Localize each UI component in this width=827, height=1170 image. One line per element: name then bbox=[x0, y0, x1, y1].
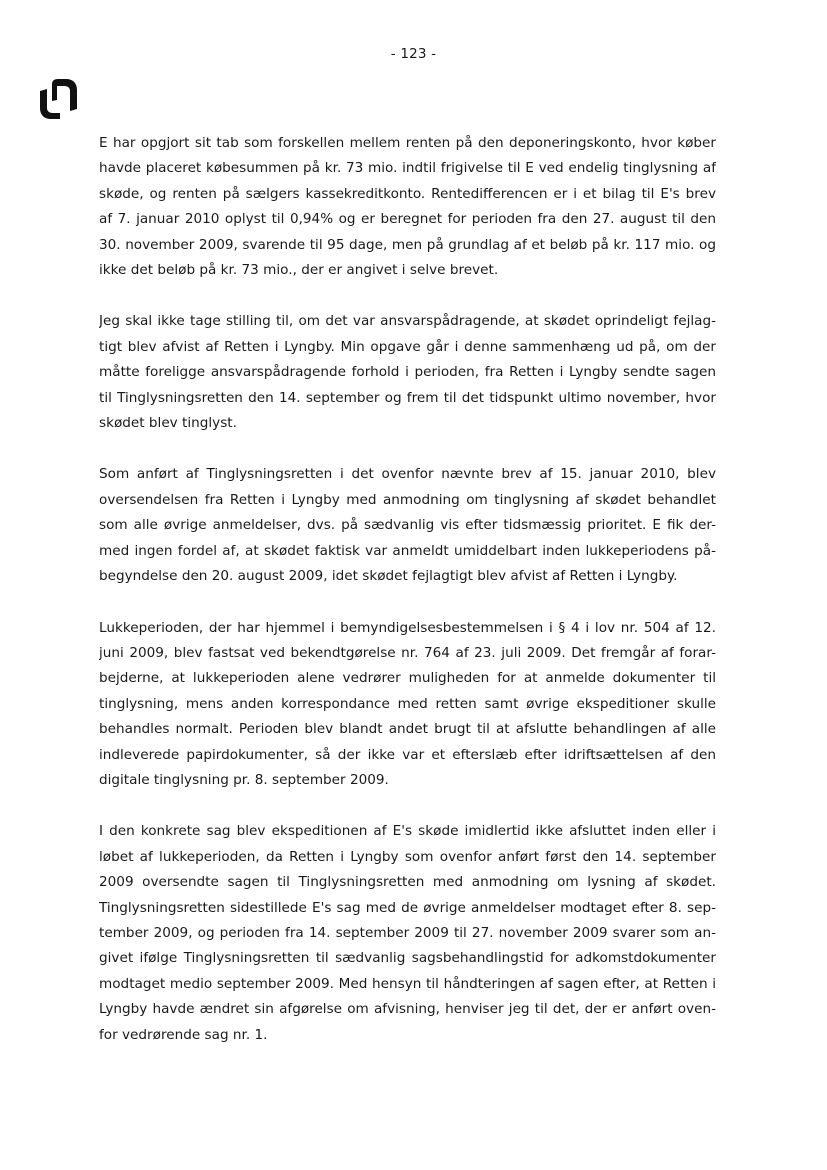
text-line: som alle øvrige anmeldelser, dvs. på sædvanlig vis efter tidsmæssig prioritet. E fik der- bbox=[99, 517, 716, 534]
text-line: 30. november 2009, svarende til 95 dage, men på grundlag af et beløb på kr. 117 mio. og bbox=[99, 236, 716, 253]
text-line: af 7. januar 2010 oplyst til 0,94% og er beregnet for perioden fra den 27. august til den bbox=[99, 211, 716, 228]
text-line: Lukkeperioden, der har hjemmel i bemyndigelsesbestemmelsen i § 4 i lov nr. 504 af 12. bbox=[99, 619, 716, 636]
text-line: bejderne, at lukkeperioden alene vedrører muligheden for at anmelde dokumenter til bbox=[99, 670, 716, 687]
paragraph-3 bbox=[99, 462, 716, 589]
text-line: givet ifølge Tinglysningsretten til sædvanlig sagsbehandlingstid for adkomstdokumenter bbox=[99, 950, 716, 967]
text-line: I den konkrete sag blev ekspeditionen af E's skøde imidlertid ikke afsluttet inden eller i bbox=[99, 823, 716, 840]
ombudsman-logo-icon bbox=[37, 78, 79, 120]
text-line: med ingen fordel af, at skødet faktisk var anmeldt umiddelbart inden lukkeperiodens på- bbox=[99, 542, 716, 559]
letter-body bbox=[99, 131, 716, 1074]
text-line: til Tinglysningsretten den 14. september og frem til det tidspunkt ultimo november, hvor bbox=[99, 389, 716, 406]
text-line: skøde, og renten på sælgers kassekreditkonto. Rentedifferencen er i et bilag til E's brev bbox=[99, 185, 716, 202]
text-line: Tinglysningsretten sidestillede E's sag med de øvrige anmeldelser modtaget efter 8. sep- bbox=[99, 899, 716, 916]
text-line: modtaget medio september 2009. Med hensyn til håndteringen af sagen efter, at Retten i bbox=[99, 975, 716, 992]
text-line: 2009 oversendte sagen til Tinglysningsretten med anmodning om lysning af skødet. bbox=[99, 874, 716, 891]
text-line: oversendelsen fra Retten i Lyngby med anmodning om tinglysning af skødet behandlet bbox=[99, 491, 716, 508]
text-line: begyndelse den 20. august 2009, idet skødet fejlagtigt blev afvist af Retten i Lyngby. bbox=[99, 568, 678, 585]
text-line: tigt blev afvist af Retten i Lyngby. Min opgave går i denne sammenhæng ud på, om der bbox=[99, 338, 716, 355]
text-line: behandles normalt. Perioden blev blandt andet brugt til at afslutte behandlingen af alle bbox=[99, 721, 716, 738]
text-line: skødet blev tinglyst. bbox=[99, 415, 237, 432]
text-line: E har opgjort sit tab som forskellen mellem renten på den deponeringskonto, hvor køber bbox=[99, 135, 716, 151]
text-line: ikke det beløb på kr. 73 mio., der er angivet i selve brevet. bbox=[99, 262, 499, 279]
paragraph-2 bbox=[99, 309, 716, 436]
page-number: - 123 - bbox=[390, 46, 437, 62]
text-line: måtte foreligge ansvarspådragende forhold i perioden, fra Retten i Lyngby sendte sagen bbox=[99, 364, 716, 381]
text-line: digitale tinglysning pr. 8. september 2009. bbox=[99, 771, 389, 788]
text-line: tember 2009, og perioden fra 14. september 2009 til 27. november 2009 svarer som an- bbox=[99, 924, 716, 941]
text-line: Lyngby havde ændret sin afgørelse om afvisning, henviser jeg til det, der er anført oven- bbox=[99, 1001, 716, 1018]
text-line: for vedrørende sag nr. 1. bbox=[99, 1026, 268, 1043]
text-line: havde placeret købesummen på kr. 73 mio. indtil frigivelse til E ved endelig tinglysning af bbox=[99, 160, 716, 177]
text-line: Som anført af Tinglysningsretten i det ovenfor nævnte brev af 15. januar 2010, blev bbox=[99, 466, 716, 483]
text-line: tinglysning, mens anden korrespondance med retten samt øvrige ekspeditioner skulle bbox=[99, 695, 716, 712]
text-line: juni 2009, blev fastsat ved bekendtgørelse nr. 764 af 23. juli 2009. Det fremgår af forar- bbox=[99, 644, 716, 661]
text-line: indleverede papirdokumenter, så der ikke var et efterslæb efter idriftsættelsen af den bbox=[99, 746, 716, 763]
text-line: løbet af lukkeperioden, da Retten i Lyngby som ovenfor anført først den 14. september bbox=[99, 848, 716, 865]
paragraph-5 bbox=[99, 819, 716, 1048]
paragraph-4 bbox=[99, 616, 716, 794]
text-line: Jeg skal ikke tage stilling til, om det var ansvarspådragende, at skødet oprindeligt fejlag- bbox=[99, 313, 716, 330]
paragraph-1 bbox=[99, 131, 716, 283]
